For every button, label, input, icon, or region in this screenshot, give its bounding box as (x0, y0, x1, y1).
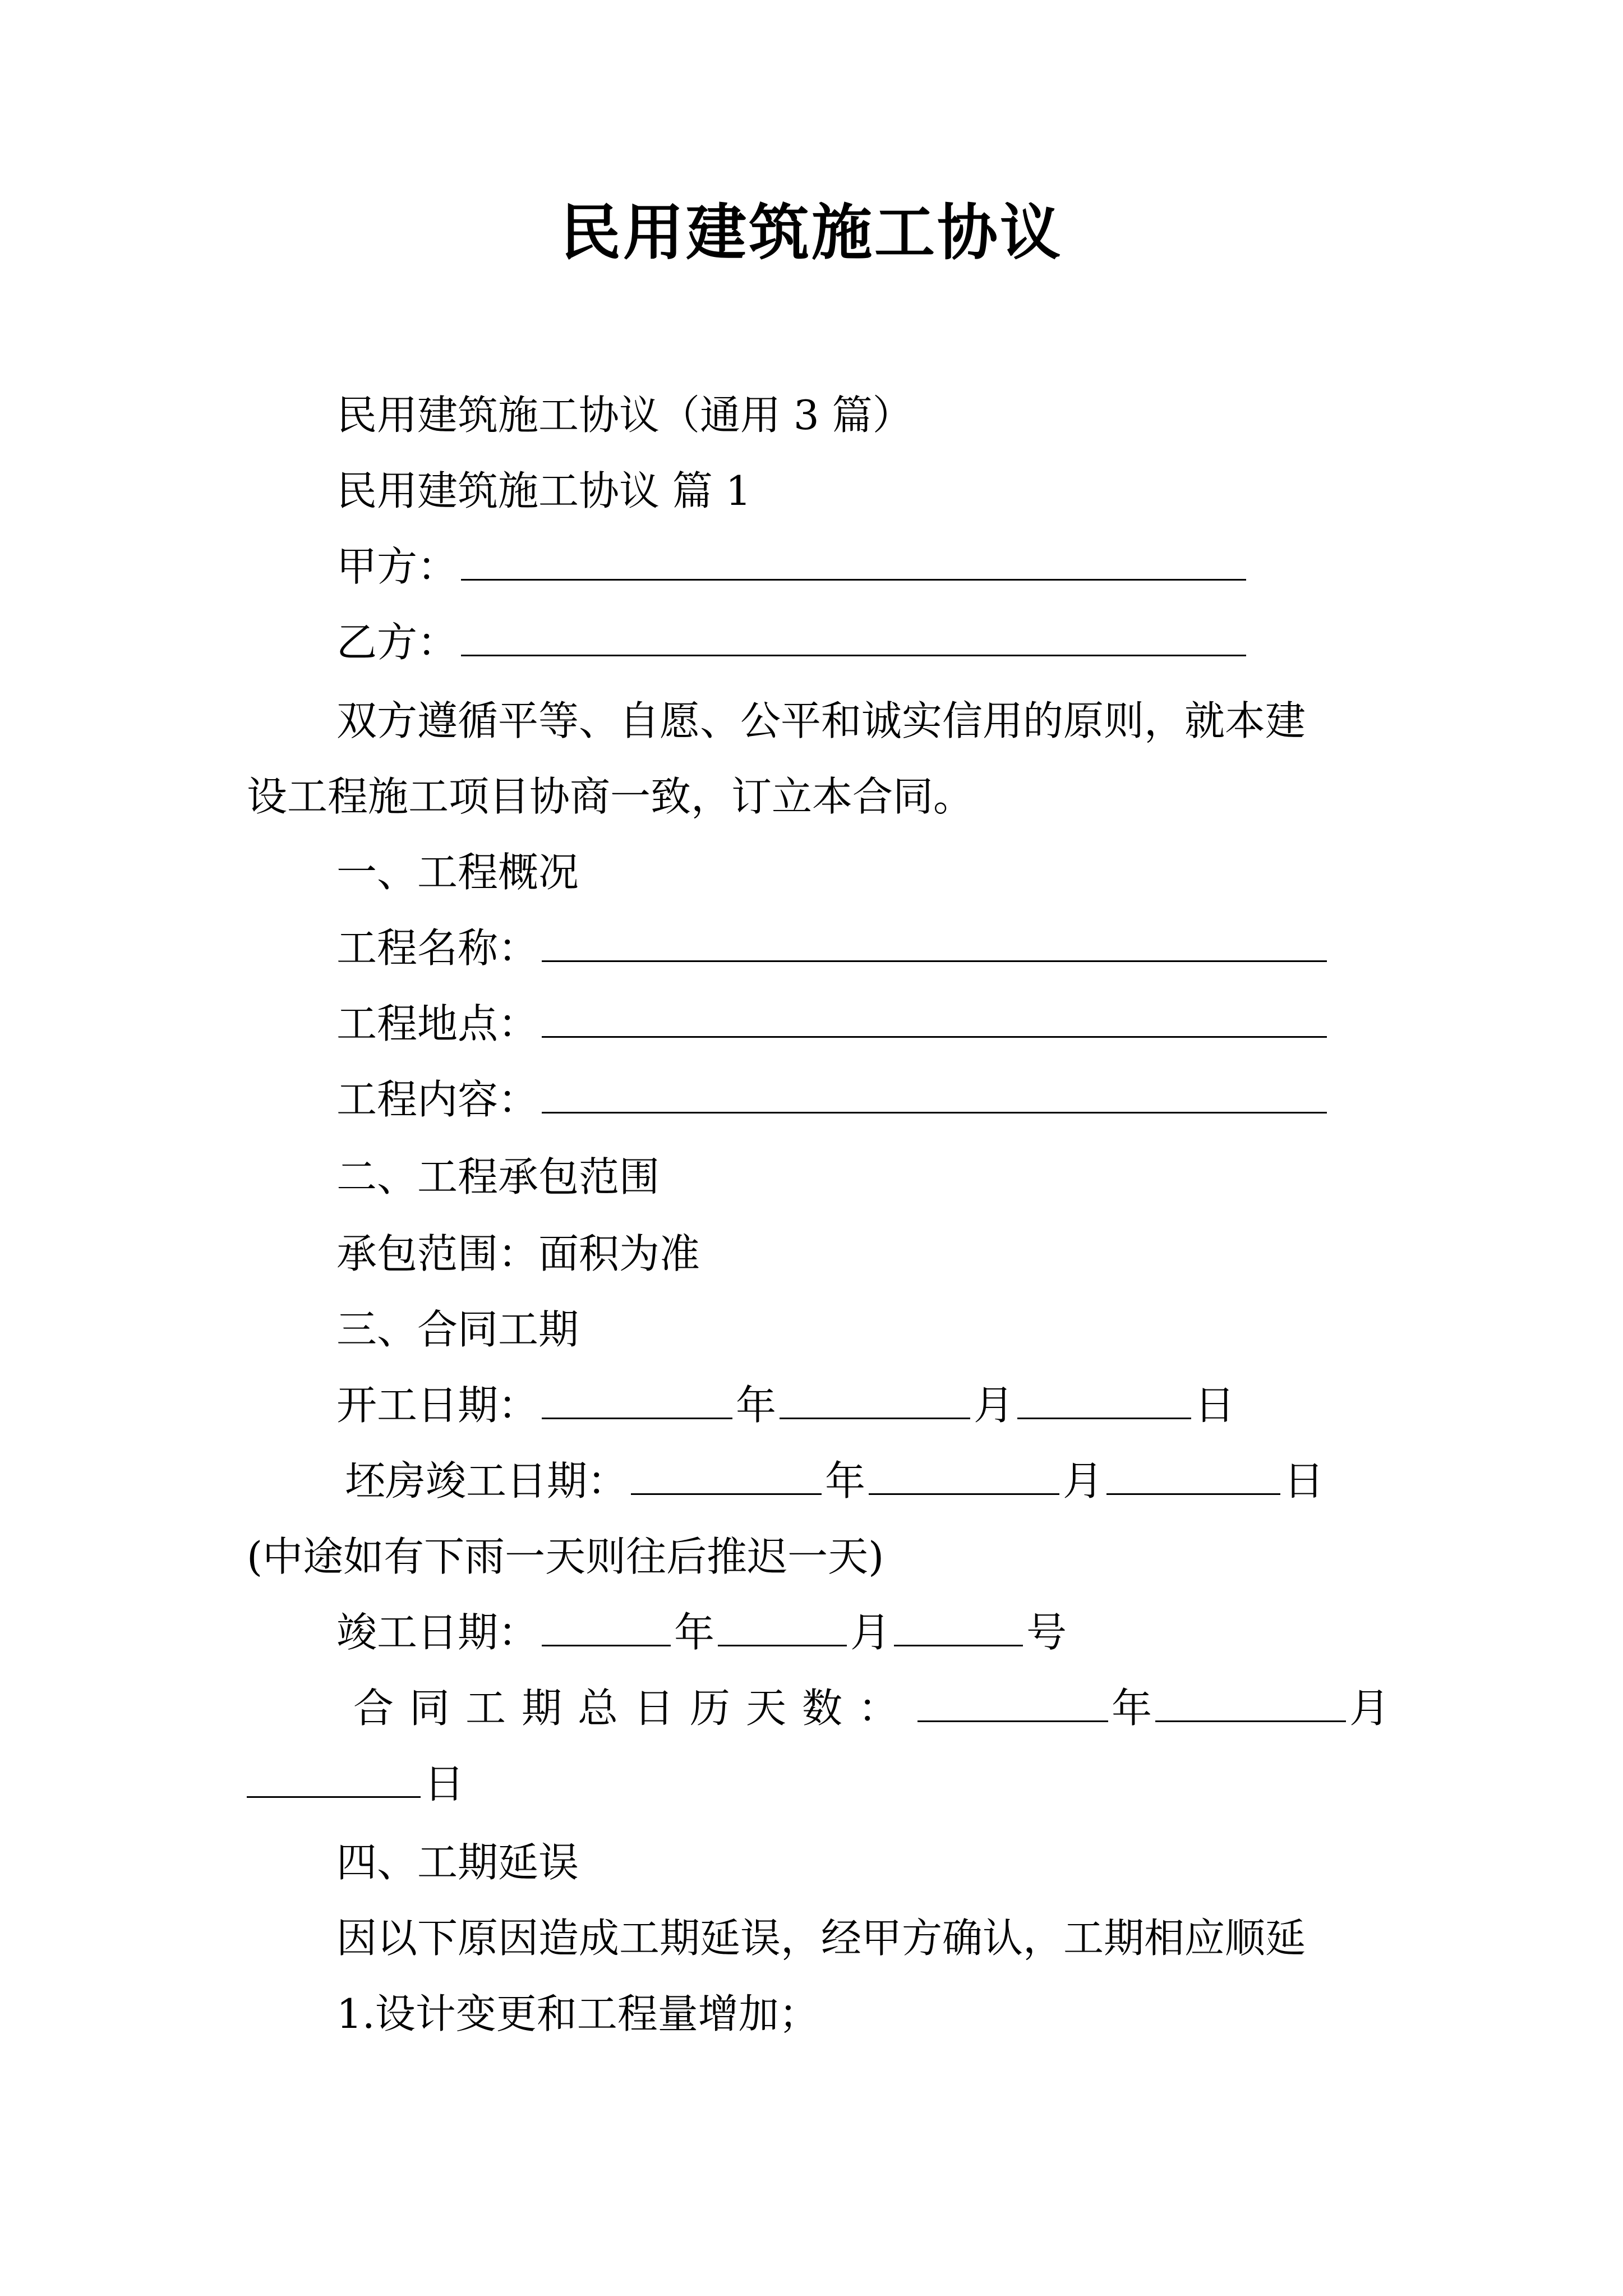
section-heading: 一、工程概况 (336, 849, 579, 896)
month-blank (869, 1453, 1059, 1495)
project-content-blank (542, 1071, 1327, 1114)
month-unit: 月 (1063, 1457, 1104, 1504)
year-unit: 年 (736, 1382, 777, 1429)
paragraph-line: 因以下原因造成工期延误，经甲方确认，工期相应顺延 (336, 1915, 1306, 1962)
project-location-blank (542, 996, 1327, 1038)
hao-unit: 号 (1026, 1609, 1067, 1656)
rain-note: (中途如有下雨一天则往后推迟一天) (247, 1533, 884, 1580)
day-blank (1106, 1453, 1280, 1495)
party-b-label: 乙方： (336, 619, 458, 666)
project-content-line (336, 1071, 1330, 1128)
section-heading: 四、工期延误 (336, 1839, 579, 1886)
month-unit: 月 (1349, 1685, 1390, 1732)
paragraph-line: 双方遵循平等、自愿、公平和诚实信用的原则，就本建 (336, 697, 1306, 744)
start-date-label: 开工日期： (336, 1382, 539, 1429)
project-location-label: 工程地点： (336, 1000, 539, 1047)
day-unit: 日 (424, 1760, 465, 1807)
party-a-label: 甲方： (336, 543, 458, 590)
year-blank (542, 1604, 671, 1646)
paragraph-line: 设工程施工项目协商一致，订立本合同。 (247, 773, 974, 820)
shell-completion-date-line (345, 1453, 1324, 1509)
total-days-line (353, 1680, 1390, 1736)
scope-line: 承包范围：面积为准 (336, 1230, 700, 1277)
year-unit: 年 (825, 1457, 866, 1504)
project-name-label: 工程名称： (336, 924, 539, 972)
project-name-blank (542, 920, 1327, 962)
list-item: 1.设计变更和工程量增加； (336, 1990, 819, 2037)
completion-date-line (336, 1604, 1067, 1660)
completion-date-label: 竣工日期： (336, 1609, 539, 1656)
year-unit: 年 (674, 1609, 715, 1656)
party-b-line (336, 614, 1249, 670)
project-content-label: 工程内容： (336, 1076, 539, 1123)
document-title: 民用建筑施工协议 (560, 197, 1063, 268)
month-blank (1155, 1680, 1346, 1722)
year-unit: 年 (1112, 1685, 1152, 1732)
year-blank (542, 1377, 732, 1419)
hao-blank (894, 1604, 1023, 1646)
party-b-blank (461, 614, 1246, 656)
year-blank (917, 1680, 1108, 1722)
project-name-line (336, 920, 1330, 976)
subtitle: 民用建筑施工协议（通用 3 篇） (336, 392, 913, 439)
project-location-line (336, 996, 1330, 1052)
section-heading: 二、工程承包范围 (336, 1153, 660, 1200)
party-a-line (336, 539, 1249, 595)
shell-completion-label: 坯房竣工日期： (345, 1457, 628, 1504)
start-date-line (336, 1377, 1235, 1433)
day-blank (1017, 1377, 1191, 1419)
day-unit: 日 (1284, 1457, 1325, 1504)
month-blank (780, 1377, 970, 1419)
section-heading: 民用建筑施工协议 篇 1 (336, 467, 751, 514)
month-blank (718, 1604, 847, 1646)
total-days-continuation (247, 1756, 464, 1812)
total-days-label: 合同工期总日历天数： (353, 1685, 915, 1732)
party-a-blank (461, 539, 1246, 581)
month-unit: 月 (850, 1609, 891, 1656)
section-heading: 三、合同工期 (336, 1306, 579, 1353)
day-blank (247, 1756, 421, 1798)
year-blank (631, 1453, 822, 1495)
month-unit: 月 (974, 1382, 1015, 1429)
day-unit: 日 (1195, 1382, 1235, 1429)
